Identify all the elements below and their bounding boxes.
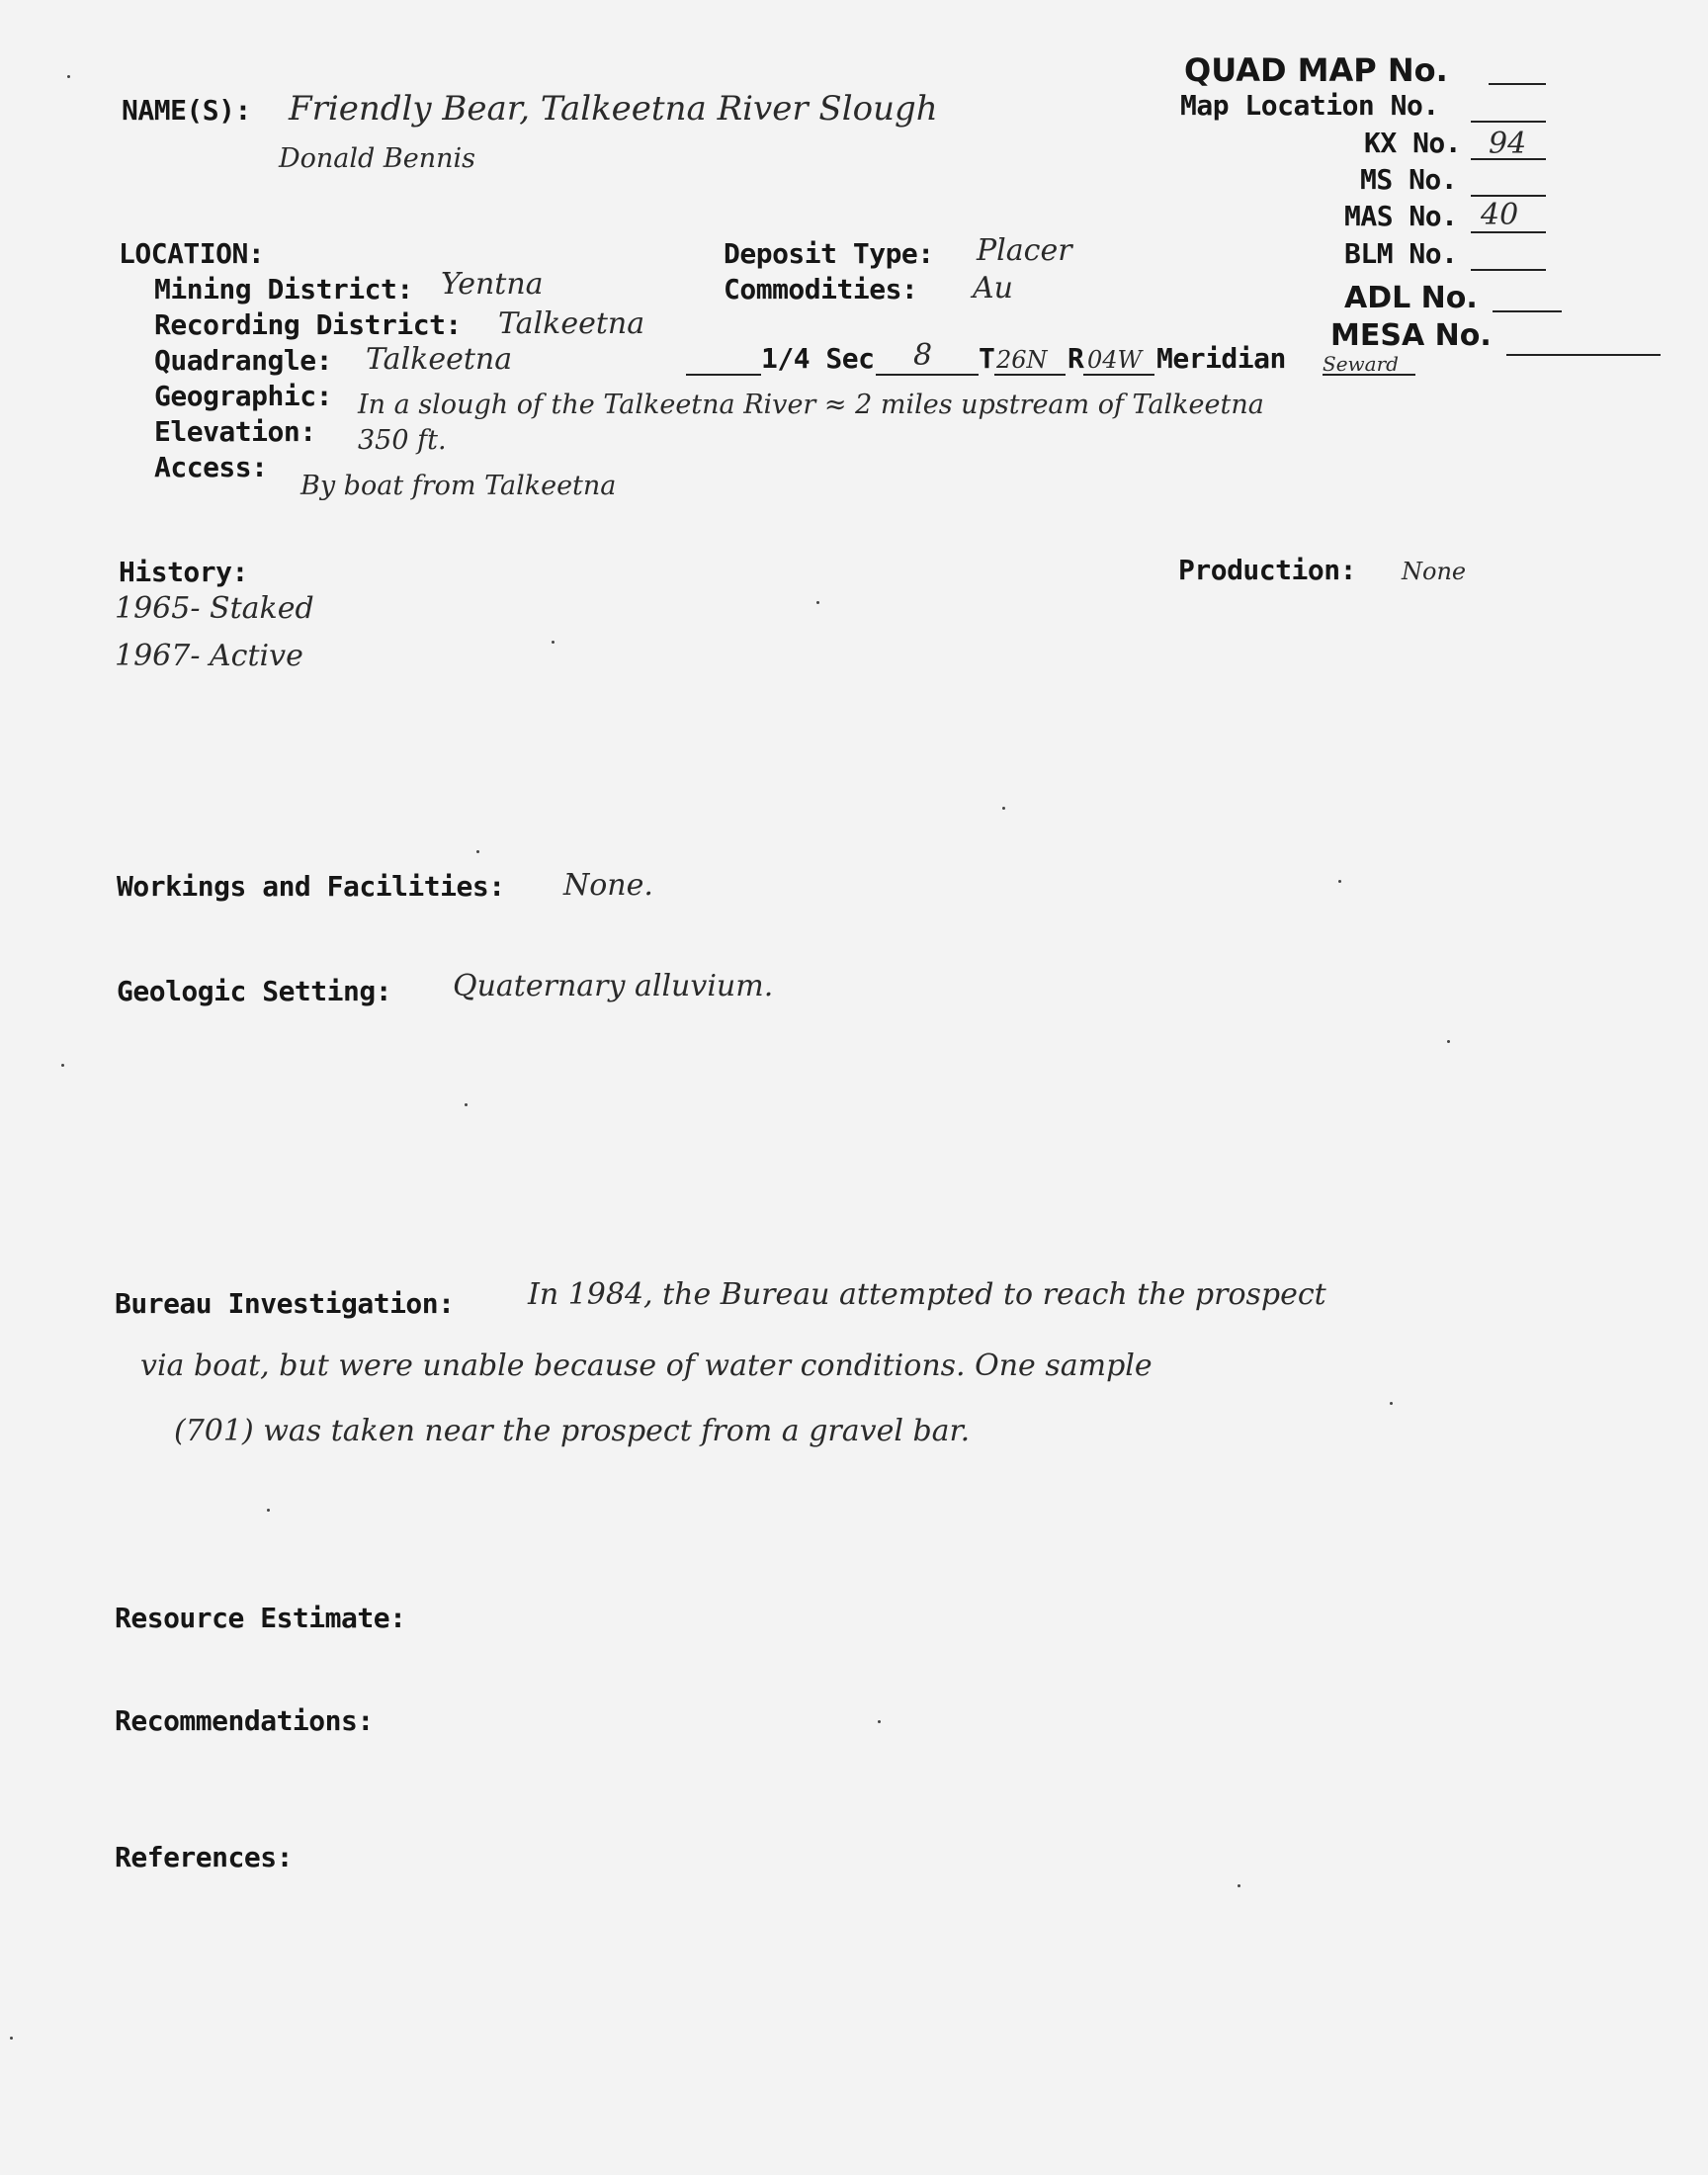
names-value-line2: Donald Bennis [279,143,475,174]
scan-speck [465,1103,468,1106]
mining-district-value: Yentna [441,267,544,302]
resource-estimate-label: Resource Estimate: [115,1602,406,1634]
range-line [1083,374,1154,376]
meridian-value: Seward [1323,352,1399,376]
names-value-line1: Friendly Bear, Talkeetna River Slough [289,89,938,129]
kx-value: 94 [1489,127,1527,161]
recording-district-value: Talkeetna [498,306,645,341]
ms-line [1471,195,1546,197]
elevation-value: 350 ft. [358,425,447,456]
bureau-line3: (701) was taken near the prospect from a gravel bar. [174,1414,971,1448]
quarter-sec-label: 1/4 Sec [761,342,875,375]
scan-speck [1238,1884,1240,1887]
bureau-line2: via boat, but were unable because of water conditions. One sample [140,1348,1153,1383]
scan-speck [476,850,479,853]
township-value: 26N [996,346,1048,374]
references-label: References: [115,1841,293,1873]
blm-label: BLM No. [1344,237,1458,270]
scan-speck [878,1720,881,1723]
meridian-label: Meridian [1156,342,1286,375]
deposit-type-label: Deposit Type: [724,237,934,270]
history-entry: 1967- Active [115,639,303,673]
range-value: 04W [1087,346,1143,374]
sec-line [876,374,979,376]
workings-label: Workings and Facilities: [117,870,505,903]
scan-speck [10,2037,13,2040]
scan-speck [816,601,819,604]
geographic-value: In a slough of the Talkeetna River ≈ 2 miles upstream of Talkeetna [358,390,1264,420]
names-label: NAME(S): [122,94,251,127]
range-label: R [1068,342,1084,375]
history-label: History: [119,556,248,588]
commodities-value: Au [973,271,1013,305]
mesa-label: MESA No. [1330,318,1492,353]
township-label: T [979,342,995,375]
adl-label: ADL No. [1344,281,1478,315]
bureau-line1: In 1984, the Bureau attempted to reach the prospect [528,1277,1326,1312]
map-location-line [1471,121,1546,123]
geologic-value: Quaternary alluvium. [453,969,774,1003]
blm-line [1471,269,1546,271]
quarter-line [686,374,761,376]
location-label: LOCATION: [119,237,265,270]
kx-label: KX No. [1364,127,1462,159]
production-value: None [1402,558,1467,585]
quad-map-line [1489,83,1546,85]
mas-value: 40 [1481,198,1519,232]
scan-speck [1447,1040,1450,1043]
history-entry: 1965- Staked [115,591,314,626]
access-value: By boat from Talkeetna [300,471,617,501]
recording-district-label: Recording District: [154,308,462,341]
mesa-line [1506,354,1661,356]
geologic-label: Geologic Setting: [117,975,392,1007]
map-location-label: Map Location No. [1180,89,1439,122]
access-label: Access: [154,451,268,483]
scan-speck [67,75,70,78]
scan-speck [552,641,555,644]
mas-label: MAS No. [1344,200,1458,232]
quad-map-label: QUAD MAP No. [1184,51,1448,89]
commodities-label: Commodities: [724,273,918,305]
workings-value: None. [563,868,653,903]
scan-speck [61,1064,64,1067]
scan-speck [267,1509,270,1512]
sec-value: 8 [913,338,933,373]
recommendations-label: Recommendations: [115,1704,374,1737]
scan-speck [1338,880,1341,883]
quadrangle-value: Talkeetna [366,342,513,377]
production-label: Production: [1178,554,1356,586]
adl-line [1493,310,1562,312]
township-line [994,374,1066,376]
bureau-label: Bureau Investigation: [115,1287,455,1320]
scan-speck [1390,1402,1393,1405]
elevation-label: Elevation: [154,415,316,448]
quadrangle-label: Quadrangle: [154,344,332,377]
scan-speck [1002,807,1005,810]
ms-label: MS No. [1360,163,1458,196]
geographic-label: Geographic: [154,380,332,412]
mining-district-label: Mining District: [154,273,413,305]
deposit-type-value: Placer [977,233,1072,268]
